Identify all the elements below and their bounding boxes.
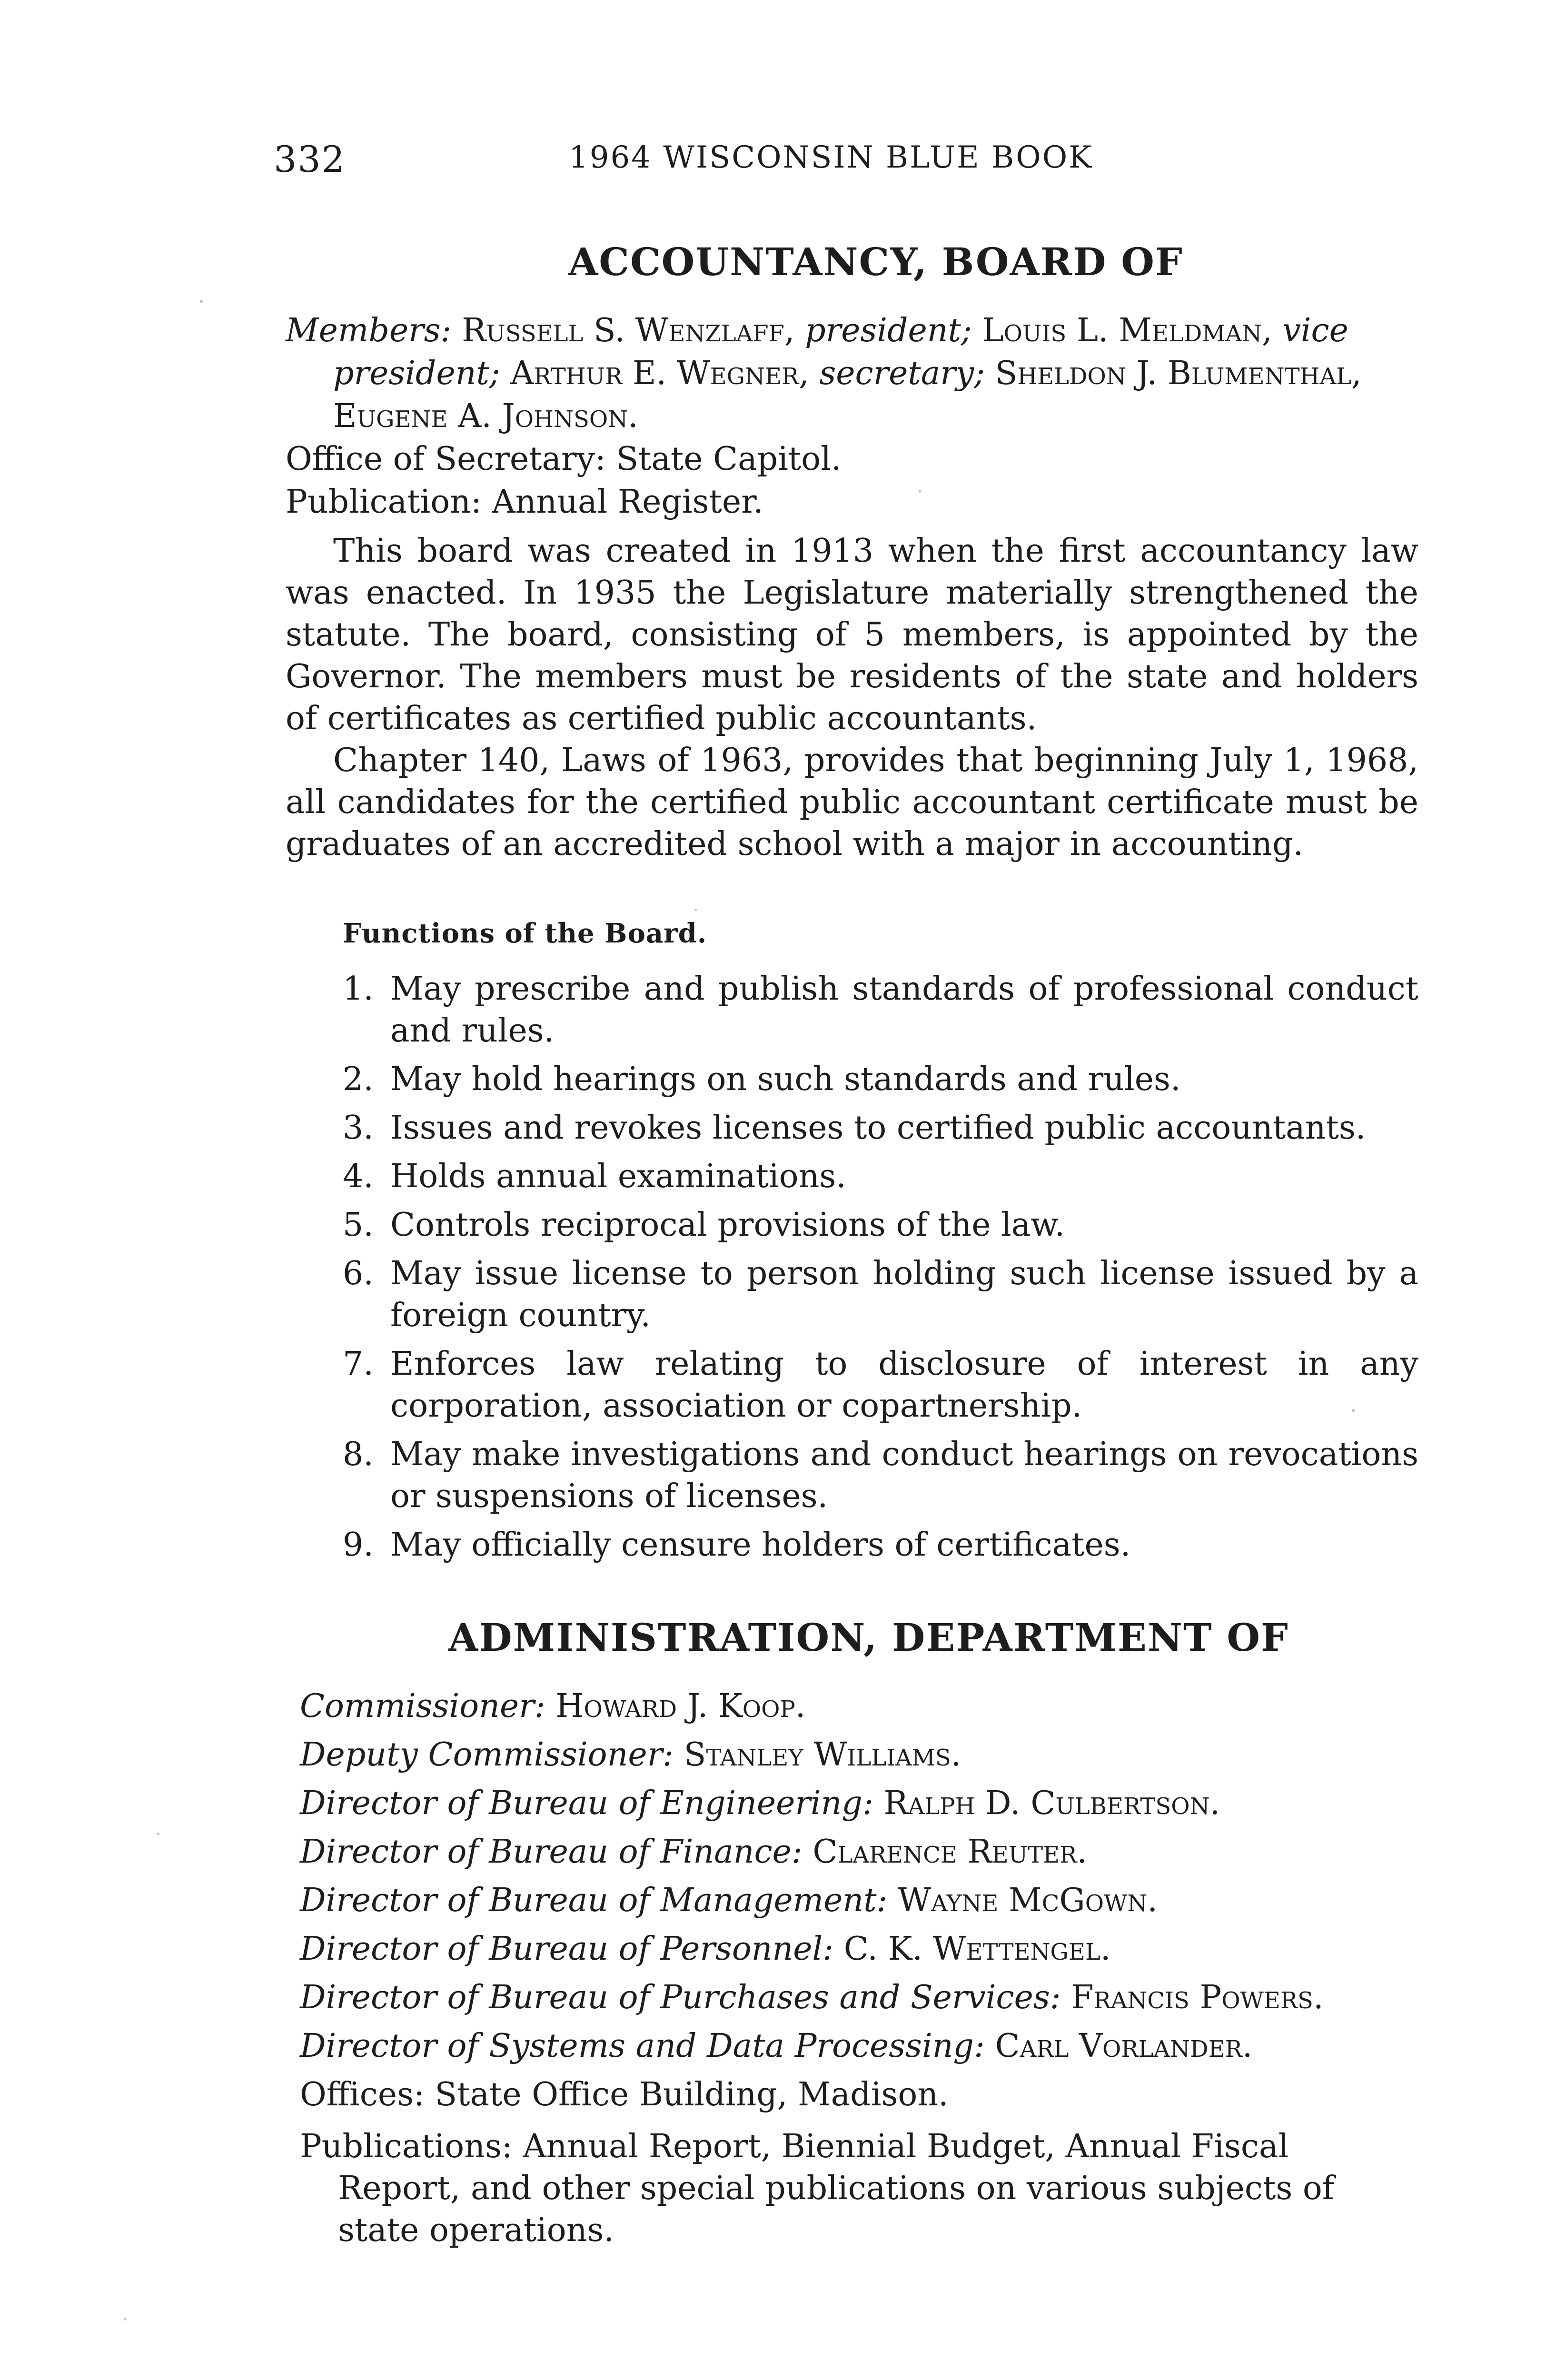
function-text: Holds annual examinations. xyxy=(390,1158,846,1195)
function-number: 4. xyxy=(343,1158,374,1195)
member-role: vice president; xyxy=(333,312,1348,392)
official-title: Director of Bureau of Purchases and Services: xyxy=(300,1979,1061,2016)
official-name: Stanley Williams. xyxy=(684,1736,961,1774)
official-entry xyxy=(300,1685,1418,1728)
official-title: Director of Systems and Data Processing: xyxy=(300,2027,985,2065)
function-number: 9. xyxy=(343,1526,374,1564)
function-item xyxy=(286,968,1418,1052)
member-role: president; xyxy=(805,312,972,349)
publications-line: Publications: Annual Report, Biennial Budget, Annual Fiscal Report, and other special publications on various subjects of state operations. xyxy=(300,2128,1334,2249)
member-name: Louis L. Meldman xyxy=(982,312,1262,349)
page-number: 332 xyxy=(274,138,346,180)
accountancy-section xyxy=(286,238,1418,1573)
official-entry xyxy=(300,1782,1418,1825)
official-entry xyxy=(300,1879,1418,1922)
member-name: Russell S. Wenzlaff xyxy=(462,312,784,349)
member-name: Sheldon J. Blumenthal, xyxy=(995,355,1362,392)
function-item xyxy=(286,1107,1418,1149)
function-number: 7. xyxy=(343,1345,374,1383)
function-text: May officially censure holders of certificates. xyxy=(390,1526,1131,1564)
official-entry xyxy=(300,1928,1418,1971)
member-name: Arthur E. Wegner xyxy=(510,355,799,392)
function-number: 1. xyxy=(343,970,374,1008)
function-item xyxy=(286,1253,1418,1337)
scan-speck xyxy=(200,300,203,303)
section-heading-accountancy: ACCOUNTANCY, BOARD OF xyxy=(568,239,1183,284)
function-item xyxy=(286,1434,1418,1517)
function-item xyxy=(286,1524,1418,1566)
function-text: Enforces law relating to disclosure of interest in any corporation, association or copartnership. xyxy=(390,1345,1418,1425)
chapter-paragraph: Chapter 140, Laws of 1963, provides that beginning July 1, 1968, all candidates for the certified public accountant certificate must be graduates of an accredited school with a major in accounting. xyxy=(286,742,1418,863)
publication-line: Publication: Annual Register. xyxy=(286,483,763,521)
official-entry xyxy=(300,1734,1418,1776)
official-name: Carl Vorlander. xyxy=(995,2027,1253,2065)
official-title: Commissioner: xyxy=(300,1687,545,1725)
function-item xyxy=(286,1343,1418,1427)
offices-line: Offices: State Office Building, Madison. xyxy=(300,2076,949,2113)
history-paragraph: This board was created in 1913 when the first accountancy law was enacted. In 1935 the Legislature materially strengthened the statute. The board, consisting of 5 members, is appointed by the Governor. The members must be residents of the state and holders of certificates as certified public accountants. xyxy=(286,532,1418,737)
official-name: C. K. Wettengel. xyxy=(843,1930,1111,1968)
member-name: Eugene A. Johnson. xyxy=(333,397,638,435)
function-number: 8. xyxy=(343,1436,374,1473)
scan-speck xyxy=(124,2318,126,2320)
function-text: Controls reciprocal provisions of the law. xyxy=(390,1206,1065,1244)
official-title: Deputy Commissioner: xyxy=(300,1736,674,1774)
official-name: Ralph D. Culbertson. xyxy=(883,1785,1220,1822)
members-entry: Members: Russell S. Wenzlaff, president; Louis L. Meldman, vice president; Arthur E. Wegner, secretary; Sheldon J. Blumenthal, Eugene A. Johnson. xyxy=(286,312,1362,435)
official-title: Director of Bureau of Personnel: xyxy=(300,1930,834,1968)
functions-heading: Functions of the Board. xyxy=(343,918,707,949)
official-name: Howard J. Koop. xyxy=(555,1687,806,1725)
book-title: 1964 WISCONSIN BLUE BOOK xyxy=(569,140,1093,175)
function-number: 3. xyxy=(343,1109,374,1147)
function-number: 2. xyxy=(343,1061,374,1098)
function-text: Issues and revokes licenses to certified public accountants. xyxy=(390,1109,1366,1147)
function-item xyxy=(286,1059,1418,1101)
function-number: 6. xyxy=(343,1255,374,1292)
scan-speck xyxy=(157,1833,159,1835)
section-heading-administration: ADMINISTRATION, DEPARTMENT OF xyxy=(448,1615,1289,1660)
official-entry xyxy=(300,1831,1418,1874)
function-item xyxy=(286,1204,1418,1246)
scan-speck xyxy=(919,490,921,493)
scan-speck xyxy=(1352,1409,1355,1412)
function-text: May prescribe and publish standards of professional conduct and rules. xyxy=(390,970,1418,1050)
official-title: Director of Bureau of Finance: xyxy=(300,1833,803,1871)
official-title: Director of Bureau of Management: xyxy=(300,1882,888,1919)
official-entry xyxy=(300,1976,1418,2019)
office-of-secretary: Office of Secretary: State Capitol. xyxy=(286,440,842,478)
official-name: Francis Powers. xyxy=(1071,1979,1324,2016)
running-head xyxy=(274,138,1111,186)
function-text: May make investigations and conduct hearings on revocations or suspensions of licenses. xyxy=(390,1436,1418,1515)
members-label: Members: xyxy=(286,312,452,349)
function-text: May issue license to person holding such license issued by a foreign country. xyxy=(390,1255,1418,1334)
official-entry xyxy=(300,2025,1418,2068)
function-text: May hold hearings on such standards and rules. xyxy=(390,1061,1181,1098)
official-name: Clarence Reuter. xyxy=(813,1833,1087,1871)
function-number: 5. xyxy=(343,1206,374,1244)
official-title: Director of Bureau of Engineering: xyxy=(300,1785,873,1822)
function-item xyxy=(286,1156,1418,1198)
member-role: secretary; xyxy=(819,355,985,392)
official-name: Wayne McGown. xyxy=(898,1882,1158,1919)
scan-speck xyxy=(695,909,697,911)
administration-section xyxy=(286,1614,1418,2251)
functions-list xyxy=(286,968,1418,1566)
